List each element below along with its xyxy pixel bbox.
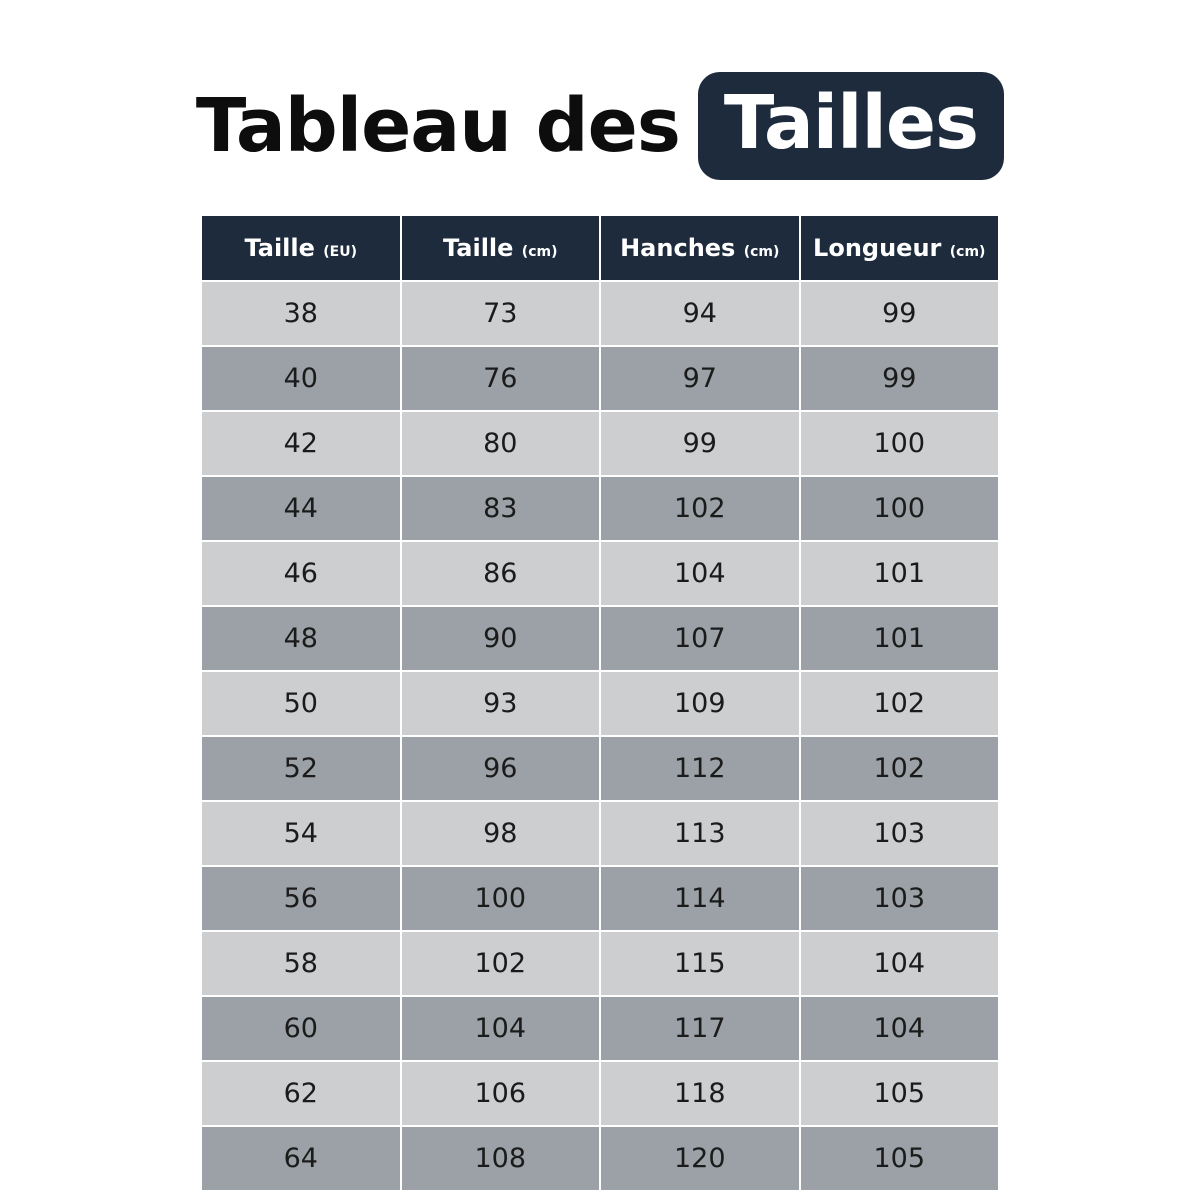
cell-taille-cm: 83 [402, 477, 600, 540]
cell-taille-cm: 96 [402, 737, 600, 800]
page-title [196, 72, 1004, 180]
cell-taille-eu: 46 [202, 542, 400, 605]
column-header-label: Taille [244, 234, 315, 262]
cell-taille-cm: 100 [402, 867, 600, 930]
table-row [202, 282, 998, 345]
size-table-wrapper [200, 214, 1000, 1192]
cell-taille-eu: 60 [202, 997, 400, 1060]
cell-hanches-cm: 118 [601, 1062, 799, 1125]
table-row [202, 672, 998, 735]
size-table [200, 214, 1000, 1192]
title-badge-text: Tailles [698, 72, 1004, 180]
cell-taille-eu: 62 [202, 1062, 400, 1125]
cell-hanches-cm: 97 [601, 347, 799, 410]
title-plain-text: Tableau des [195, 83, 680, 169]
cell-hanches-cm: 107 [601, 607, 799, 670]
cell-hanches-cm: 113 [601, 802, 799, 865]
cell-taille-eu: 40 [202, 347, 400, 410]
cell-longueur-cm: 105 [801, 1062, 999, 1125]
cell-hanches-cm: 115 [601, 932, 799, 995]
cell-longueur-cm: 99 [801, 347, 999, 410]
cell-longueur-cm: 100 [801, 477, 999, 540]
cell-taille-eu: 38 [202, 282, 400, 345]
column-header-longueur-cm [801, 216, 999, 280]
cell-longueur-cm: 100 [801, 412, 999, 475]
cell-hanches-cm: 109 [601, 672, 799, 735]
table-row [202, 867, 998, 930]
column-header-unit: (cm) [743, 244, 780, 260]
column-header-hanches-cm [601, 216, 799, 280]
table-header-row [202, 216, 998, 280]
cell-taille-cm: 104 [402, 997, 600, 1060]
column-header-unit: (cm) [521, 244, 558, 260]
table-row [202, 802, 998, 865]
cell-taille-eu: 44 [202, 477, 400, 540]
cell-longueur-cm: 102 [801, 737, 999, 800]
cell-taille-cm: 76 [402, 347, 600, 410]
cell-longueur-cm: 104 [801, 997, 999, 1060]
cell-taille-cm: 73 [402, 282, 600, 345]
cell-longueur-cm: 101 [801, 542, 999, 605]
column-header-taille-eu [202, 216, 400, 280]
cell-hanches-cm: 99 [601, 412, 799, 475]
cell-taille-eu: 50 [202, 672, 400, 735]
table-row [202, 737, 998, 800]
cell-longueur-cm: 102 [801, 672, 999, 735]
cell-hanches-cm: 94 [601, 282, 799, 345]
column-header-taille-cm [402, 216, 600, 280]
column-header-label: Hanches [620, 234, 736, 262]
cell-longueur-cm: 105 [801, 1127, 999, 1190]
cell-longueur-cm: 104 [801, 932, 999, 995]
column-header-label: Longueur [813, 234, 942, 262]
table-row [202, 347, 998, 410]
cell-taille-eu: 42 [202, 412, 400, 475]
cell-taille-cm: 80 [402, 412, 600, 475]
cell-taille-eu: 48 [202, 607, 400, 670]
table-row [202, 607, 998, 670]
table-row [202, 932, 998, 995]
cell-longueur-cm: 103 [801, 802, 999, 865]
table-row [202, 477, 998, 540]
cell-hanches-cm: 114 [601, 867, 799, 930]
cell-taille-eu: 56 [202, 867, 400, 930]
cell-hanches-cm: 117 [601, 997, 799, 1060]
table-row [202, 997, 998, 1060]
table-row [202, 1062, 998, 1125]
cell-taille-cm: 93 [402, 672, 600, 735]
cell-hanches-cm: 112 [601, 737, 799, 800]
column-header-unit: (cm) [949, 244, 986, 260]
column-header-unit: (EU) [323, 244, 358, 260]
cell-taille-cm: 86 [402, 542, 600, 605]
table-row [202, 542, 998, 605]
cell-hanches-cm: 104 [601, 542, 799, 605]
size-table-body [202, 282, 998, 1190]
table-row [202, 412, 998, 475]
cell-taille-cm: 98 [402, 802, 600, 865]
cell-taille-eu: 58 [202, 932, 400, 995]
cell-hanches-cm: 102 [601, 477, 799, 540]
cell-taille-cm: 108 [402, 1127, 600, 1190]
cell-taille-cm: 102 [402, 932, 600, 995]
cell-hanches-cm: 120 [601, 1127, 799, 1190]
cell-taille-cm: 106 [402, 1062, 600, 1125]
cell-longueur-cm: 101 [801, 607, 999, 670]
cell-taille-eu: 52 [202, 737, 400, 800]
table-row [202, 1127, 998, 1190]
cell-taille-eu: 54 [202, 802, 400, 865]
cell-taille-eu: 64 [202, 1127, 400, 1190]
size-table-head [202, 216, 998, 280]
cell-taille-cm: 90 [402, 607, 600, 670]
cell-longueur-cm: 103 [801, 867, 999, 930]
column-header-label: Taille [443, 234, 514, 262]
cell-longueur-cm: 99 [801, 282, 999, 345]
